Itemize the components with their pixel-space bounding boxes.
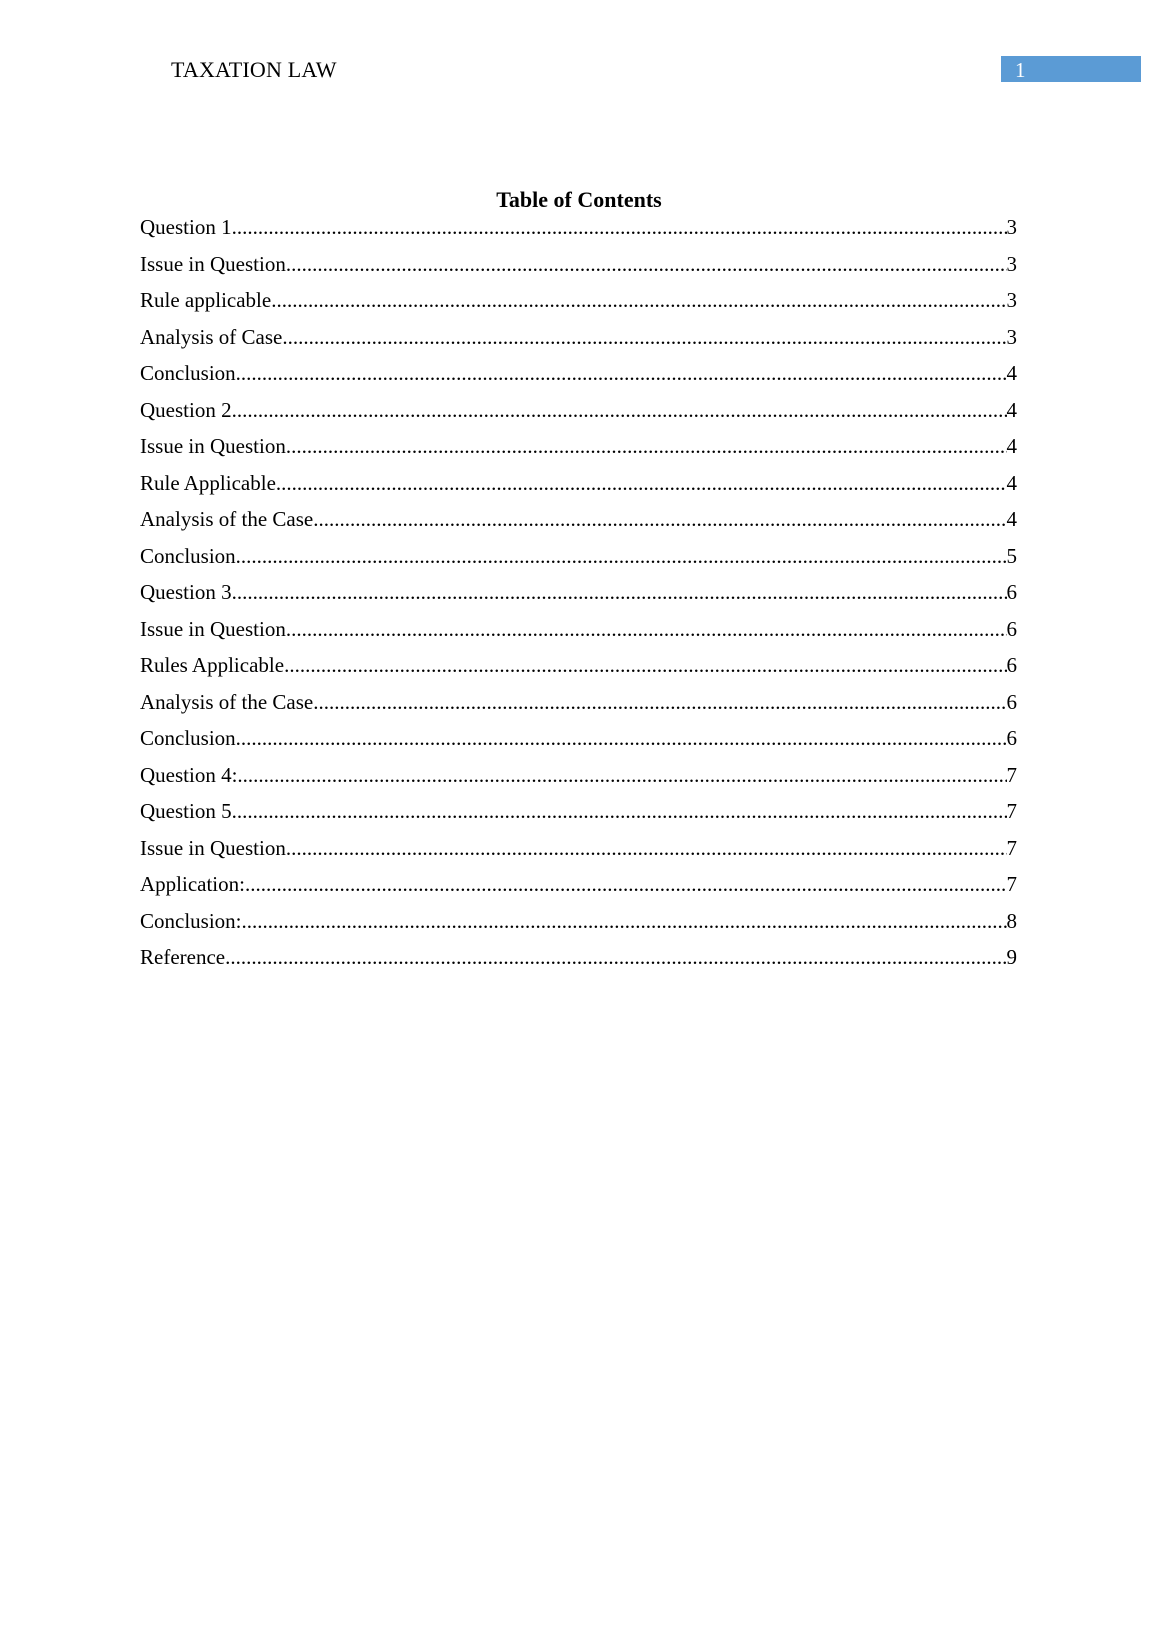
toc-entry-page-number: 4 (1006, 397, 1017, 422)
toc-entry-label: Question 2 (140, 397, 232, 422)
toc-entry-label: Question 5 (140, 799, 232, 823)
toc-dot-leader (276, 469, 1007, 497)
toc-entry-label: Analysis of the Case (140, 689, 314, 714)
toc-entry-label: Question 4: (140, 762, 238, 787)
toc-entry-label: Conclusion (140, 543, 236, 568)
toc-title: Table of Contents (496, 187, 662, 212)
toc-entry[interactable] (140, 432, 1017, 469)
toc-dot-leader (237, 761, 1006, 789)
toc-entry-label: Issue in Question (140, 251, 286, 276)
toc-dot-leader (286, 615, 1007, 643)
toc-entry[interactable] (140, 542, 1017, 579)
toc-entry-page-number: 3 (1006, 251, 1017, 276)
toc-entry-label: Issue in Question (140, 434, 286, 458)
toc-entry[interactable] (140, 870, 1017, 907)
toc-entry-page-number: 8 (1006, 908, 1017, 933)
toc-entry-label: Analysis of the Case (140, 507, 314, 531)
toc-entry[interactable] (140, 396, 1017, 433)
toc-entry-label: Question 1 (140, 215, 232, 239)
toc-entry-label: Question 3 (140, 580, 232, 604)
toc-entry[interactable] (140, 578, 1017, 615)
toc-dot-leader (284, 651, 1006, 679)
toc-dot-leader (282, 323, 1006, 351)
toc-entry[interactable] (140, 213, 1017, 250)
toc-entry[interactable] (140, 505, 1017, 542)
toc-dot-leader (236, 724, 1007, 752)
toc-entry[interactable] (140, 469, 1017, 506)
toc-dot-leader (286, 834, 1007, 862)
toc-entry[interactable] (140, 250, 1017, 287)
toc-dot-leader (271, 286, 1006, 314)
toc-dot-leader (313, 505, 1006, 533)
toc-entry-label: Application: (140, 872, 245, 896)
toc-entry-page-number: 4 (1006, 361, 1017, 385)
toc-entry-page-number: 4 (1006, 434, 1017, 458)
toc-dot-leader (236, 542, 1007, 570)
toc-entry[interactable] (140, 688, 1017, 725)
toc-entry[interactable] (140, 943, 1017, 980)
toc-entry-label: Conclusion: (140, 908, 242, 933)
toc-entry-page-number: 4 (1006, 507, 1017, 531)
toc-entry-page-number: 7 (1006, 872, 1017, 896)
toc-entry-page-number: 3 (1006, 288, 1017, 312)
toc-entry-page-number: 9 (1006, 945, 1017, 969)
toc-dot-leader (236, 359, 1007, 387)
page-number-badge: 1 (1001, 56, 1141, 82)
toc-entry-page-number: 6 (1006, 616, 1017, 641)
toc-entry-page-number: 6 (1006, 726, 1017, 750)
toc-entry-page-number: 6 (1006, 689, 1017, 714)
toc-entry-label: Rule Applicable (140, 470, 276, 495)
toc-entry[interactable] (140, 651, 1017, 688)
toc-entry[interactable] (140, 797, 1017, 834)
toc-dot-leader (286, 250, 1007, 278)
toc-entry-page-number: 4 (1006, 470, 1017, 495)
toc-dot-leader (313, 688, 1006, 716)
running-title: TAXATION LAW (171, 57, 337, 82)
toc-entry[interactable] (140, 834, 1017, 871)
toc-entry-label: Reference (140, 945, 226, 969)
toc-entry[interactable] (140, 286, 1017, 323)
toc-entry[interactable] (140, 359, 1017, 396)
toc-entry-label: Issue in Question (140, 616, 286, 641)
toc-entry[interactable] (140, 761, 1017, 798)
page-header (0, 0, 1158, 100)
toc-entry-page-number: 7 (1006, 799, 1017, 823)
toc-entry-label: Issue in Question (140, 835, 286, 860)
toc-entry-label: Conclusion (140, 361, 236, 385)
toc-entry-label: Analysis of Case (140, 324, 283, 349)
toc-entry-label: Rules Applicable (140, 653, 285, 677)
toc-dot-leader (242, 907, 1007, 935)
toc-entry-label: Conclusion (140, 726, 236, 750)
toc-dot-leader (225, 943, 1006, 971)
toc-entry[interactable] (140, 724, 1017, 761)
toc-entry[interactable] (140, 323, 1017, 360)
toc-dot-leader (232, 578, 1007, 606)
toc-dot-leader (286, 432, 1007, 460)
toc-dot-leader (232, 396, 1007, 424)
toc-list (140, 213, 1017, 980)
toc-entry-page-number: 3 (1006, 324, 1017, 349)
toc-entry[interactable] (140, 907, 1017, 944)
toc-entry-page-number: 7 (1006, 835, 1017, 860)
toc-dot-leader (232, 797, 1007, 825)
toc-entry-page-number: 6 (1006, 653, 1017, 677)
toc-dot-leader (232, 213, 1007, 241)
toc-entry-page-number: 7 (1006, 762, 1017, 787)
toc-entry[interactable] (140, 615, 1017, 652)
toc-entry-page-number: 3 (1006, 215, 1017, 239)
toc-dot-leader (245, 870, 1007, 898)
toc-entry-page-number: 6 (1006, 580, 1017, 604)
toc-entry-page-number: 5 (1006, 543, 1017, 568)
toc-entry-label: Rule applicable (140, 288, 272, 312)
